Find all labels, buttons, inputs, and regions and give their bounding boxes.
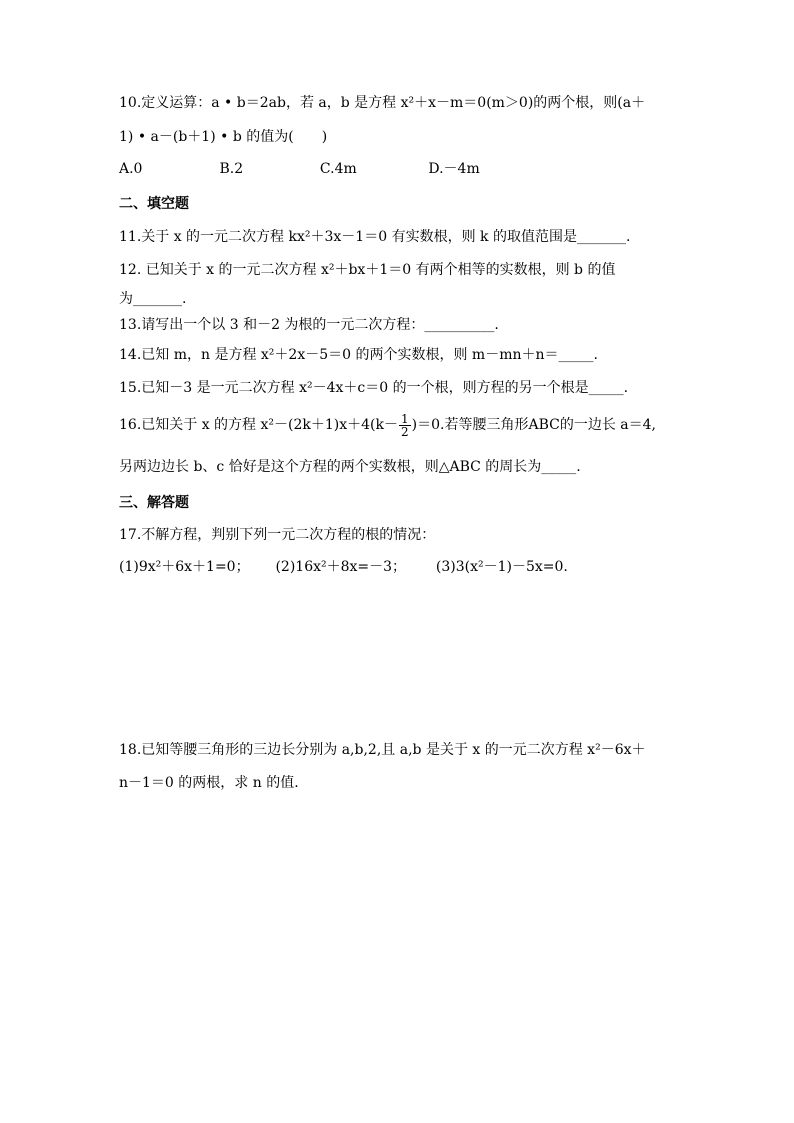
q18-line2: n－1＝0 的两根，求 n 的值. (119, 775, 299, 791)
q16-fraction-numerator: 1 (401, 411, 409, 426)
q10-options (119, 160, 754, 178)
q16-text-after: )＝0.若等腰三角形ABC的一边长 a＝4, (411, 417, 656, 433)
q16-line1 (119, 412, 754, 438)
q13: 13.请写出一个以 3 和－2 为根的一元二次方程：__________. (119, 317, 499, 333)
q17-part-2: (2)16x²＋8x=－3； (275, 559, 407, 575)
q10-option-d: D.－4m (428, 161, 480, 177)
q10-option-c: C.4m (319, 161, 357, 177)
q16-fraction (399, 413, 411, 438)
q10-line2: 1) • a－(b＋1) • b 的值为( ) (119, 129, 328, 145)
section2-title: 二、填空题 (119, 196, 189, 212)
q15: 15.已知－3 是一元二次方程 x²－4x＋c＝0 的一个根，则方程的另一个根是_____. (119, 380, 629, 396)
section3-title: 三、解答题 (119, 495, 189, 511)
q12-line1: 12. 已知关于 x 的一元二次方程 x²＋bx＋1＝0 有两个相等的实数根，则 b 的值 (119, 262, 616, 278)
q18-line1: 18.已知等腰三角形的三边长分别为 a,b,2,且 a,b 是关于 x 的一元二次方程 x²－6x＋ (119, 742, 646, 758)
q10-option-a: A.0 (119, 161, 143, 177)
q16-text-before: 16.已知关于 x 的方程 x²－(2k＋1)x＋4(k－ (119, 417, 398, 433)
q16-fraction-denominator: 2 (401, 424, 409, 439)
q10-option-b: B.2 (219, 161, 244, 177)
q11: 11.关于 x 的一元二次方程 kx²＋3x－1＝0 有实数根，则 k 的取值范围是_______. (119, 229, 631, 245)
q17-parts (119, 558, 754, 576)
q17-line1: 17.不解方程，判别下列一元二次方程的根的情况： (119, 527, 436, 543)
q17-part-1: (1)9x²＋6x＋1=0； (119, 559, 250, 575)
q10-line1: 10.定义运算：a • b＝2ab，若 a，b 是方程 x²＋x－m＝0(m＞0)的两个根，则(a＋ (119, 95, 646, 111)
q12-line2: 为_______. (119, 291, 187, 307)
q16-line2: 另两边边长 b、c 恰好是这个方程的两个实数根，则△ABC 的周长为_____. (119, 459, 581, 475)
q17-part-3: (3)3(x²－1)－5x=0. (435, 559, 568, 575)
q14: 14.已知 m，n 是方程 x²＋2x－5＝0 的两个实数根，则 m－mn＋n＝_____. (119, 347, 598, 363)
